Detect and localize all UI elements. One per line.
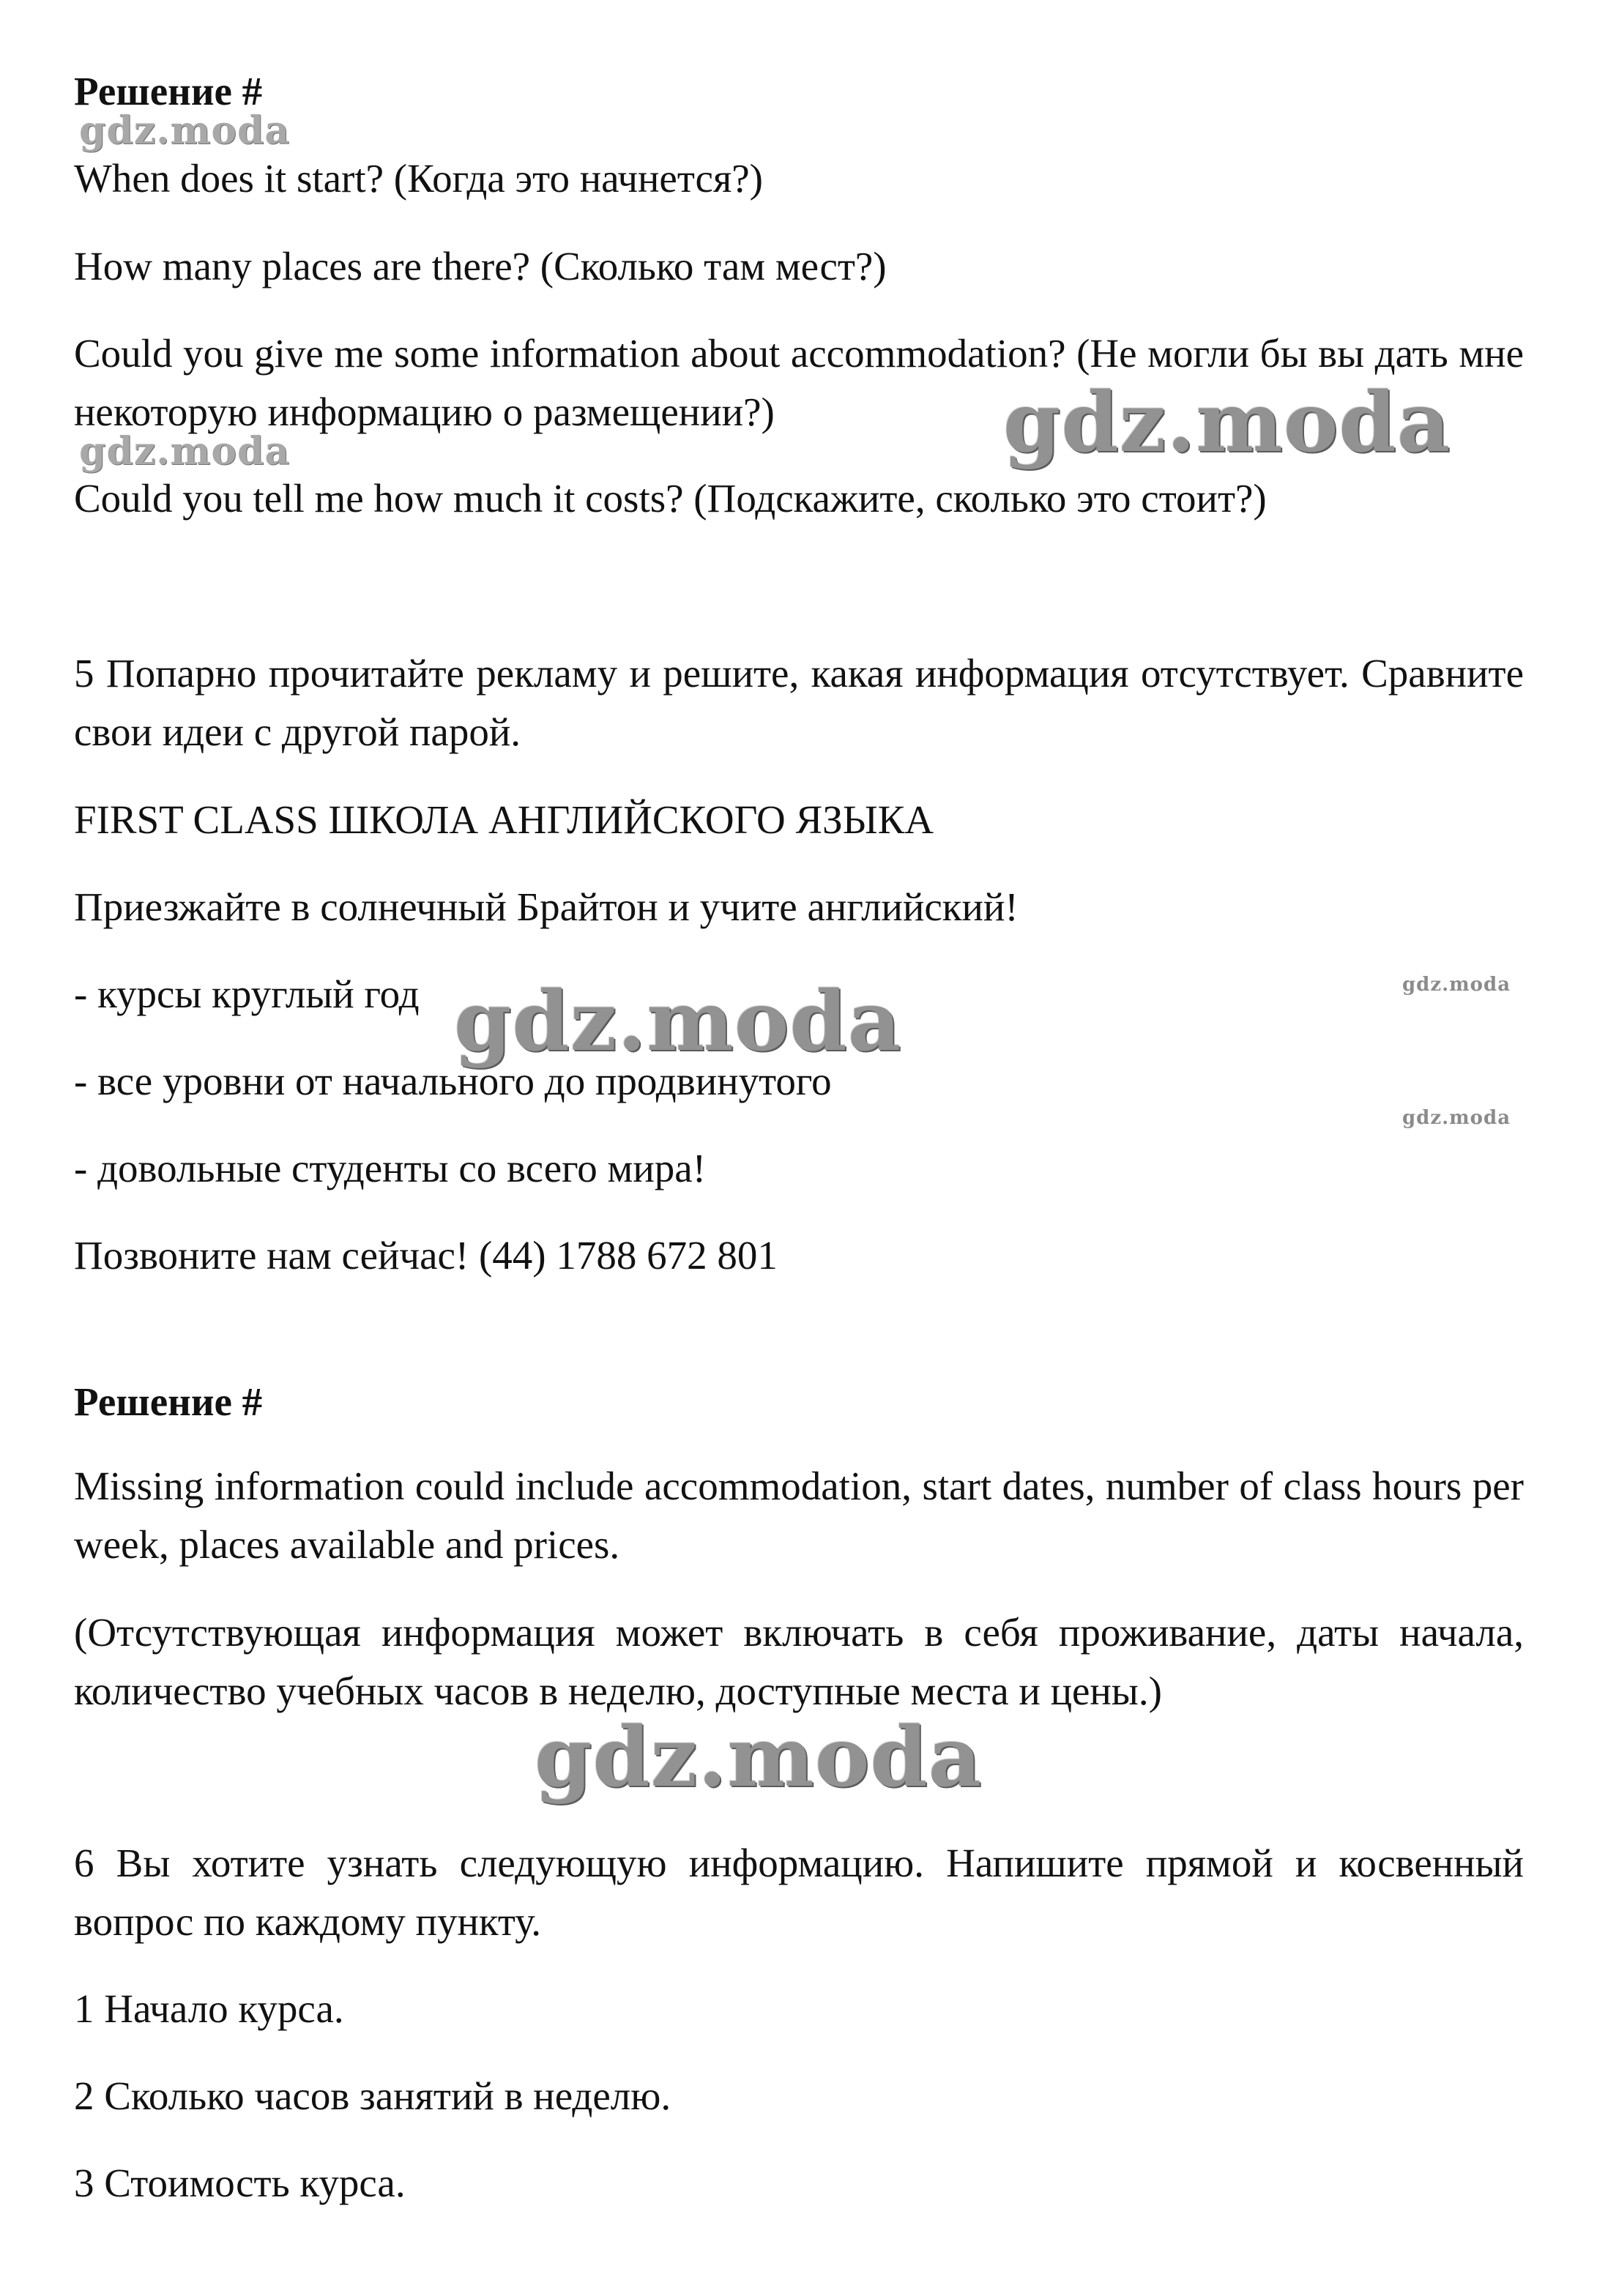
answer-question-4: Could you tell me how much it costs? (Подскажите, сколько это стоит?) (74, 476, 1267, 521)
task-6-item-2: 2 Сколько часов занятий в неделю. (74, 2073, 671, 2118)
watermark-logo: gdz.moda (79, 429, 291, 474)
ad-slogan: Приезжайте в солнечный Брайтон и учите английский! (74, 884, 1019, 929)
ad-title: FIRST CLASS ШКОЛА АНГЛИЙСКОГО ЯЗЫКА (74, 797, 934, 842)
watermark-logo: gdz.moda (1402, 974, 1511, 996)
watermark-logo: gdz.moda (454, 974, 902, 1070)
task-6-instruction: 6 Вы хотите узнать следующую информацию. Напишите прямой и косвенный вопрос по каждому пункту. (74, 1841, 1524, 1944)
watermark-logo: gdz.moda (1003, 375, 1451, 471)
task-6-item-1: 1 Начало курса. (74, 1986, 344, 2031)
ad-phone: Позвоните нам сейчас! (44) 1788 672 801 (74, 1233, 778, 1278)
ad-bullet-2: - все уровни от начального до продвинутого (74, 1059, 832, 1103)
watermark-logo: gdz.moda (1402, 1107, 1511, 1129)
task-6-item-3: 3 Стоимость курса. (74, 2161, 406, 2205)
task-5-instruction: 5 Попарно прочитайте рекламу и решите, какая информация отсутствует. Сравните свои идеи с другой парой. (74, 651, 1524, 754)
answer-question-2: How many places are there? (Сколько там мест?) (74, 244, 887, 288)
watermark-logo: gdz.moda (79, 108, 291, 153)
answer-question-1: When does it start? (Когда это начнется?) (74, 156, 763, 201)
ad-bullet-1: - курсы круглый год (74, 972, 420, 1016)
solution-heading: Решение # (74, 69, 263, 113)
answer-question-3: Could you give me some information about accommodation? (Не могли бы вы дать мне некоторую информацию о размещении?) (74, 331, 1524, 434)
solution-heading: Решение # (74, 1379, 263, 1424)
ad-bullet-3: - довольные студенты со всего мира! (74, 1146, 707, 1190)
watermark-logo: gdz.moda (535, 1710, 983, 1805)
answer-russian: (Отсутствующая информация может включать в себя проживание, даты начала, количество учебных часов в неделю, доступные места и цены.) (74, 1610, 1524, 1713)
answer-english: Missing information could include accommodation, start dates, number of class hours per week, places available and prices. (74, 1464, 1524, 1567)
